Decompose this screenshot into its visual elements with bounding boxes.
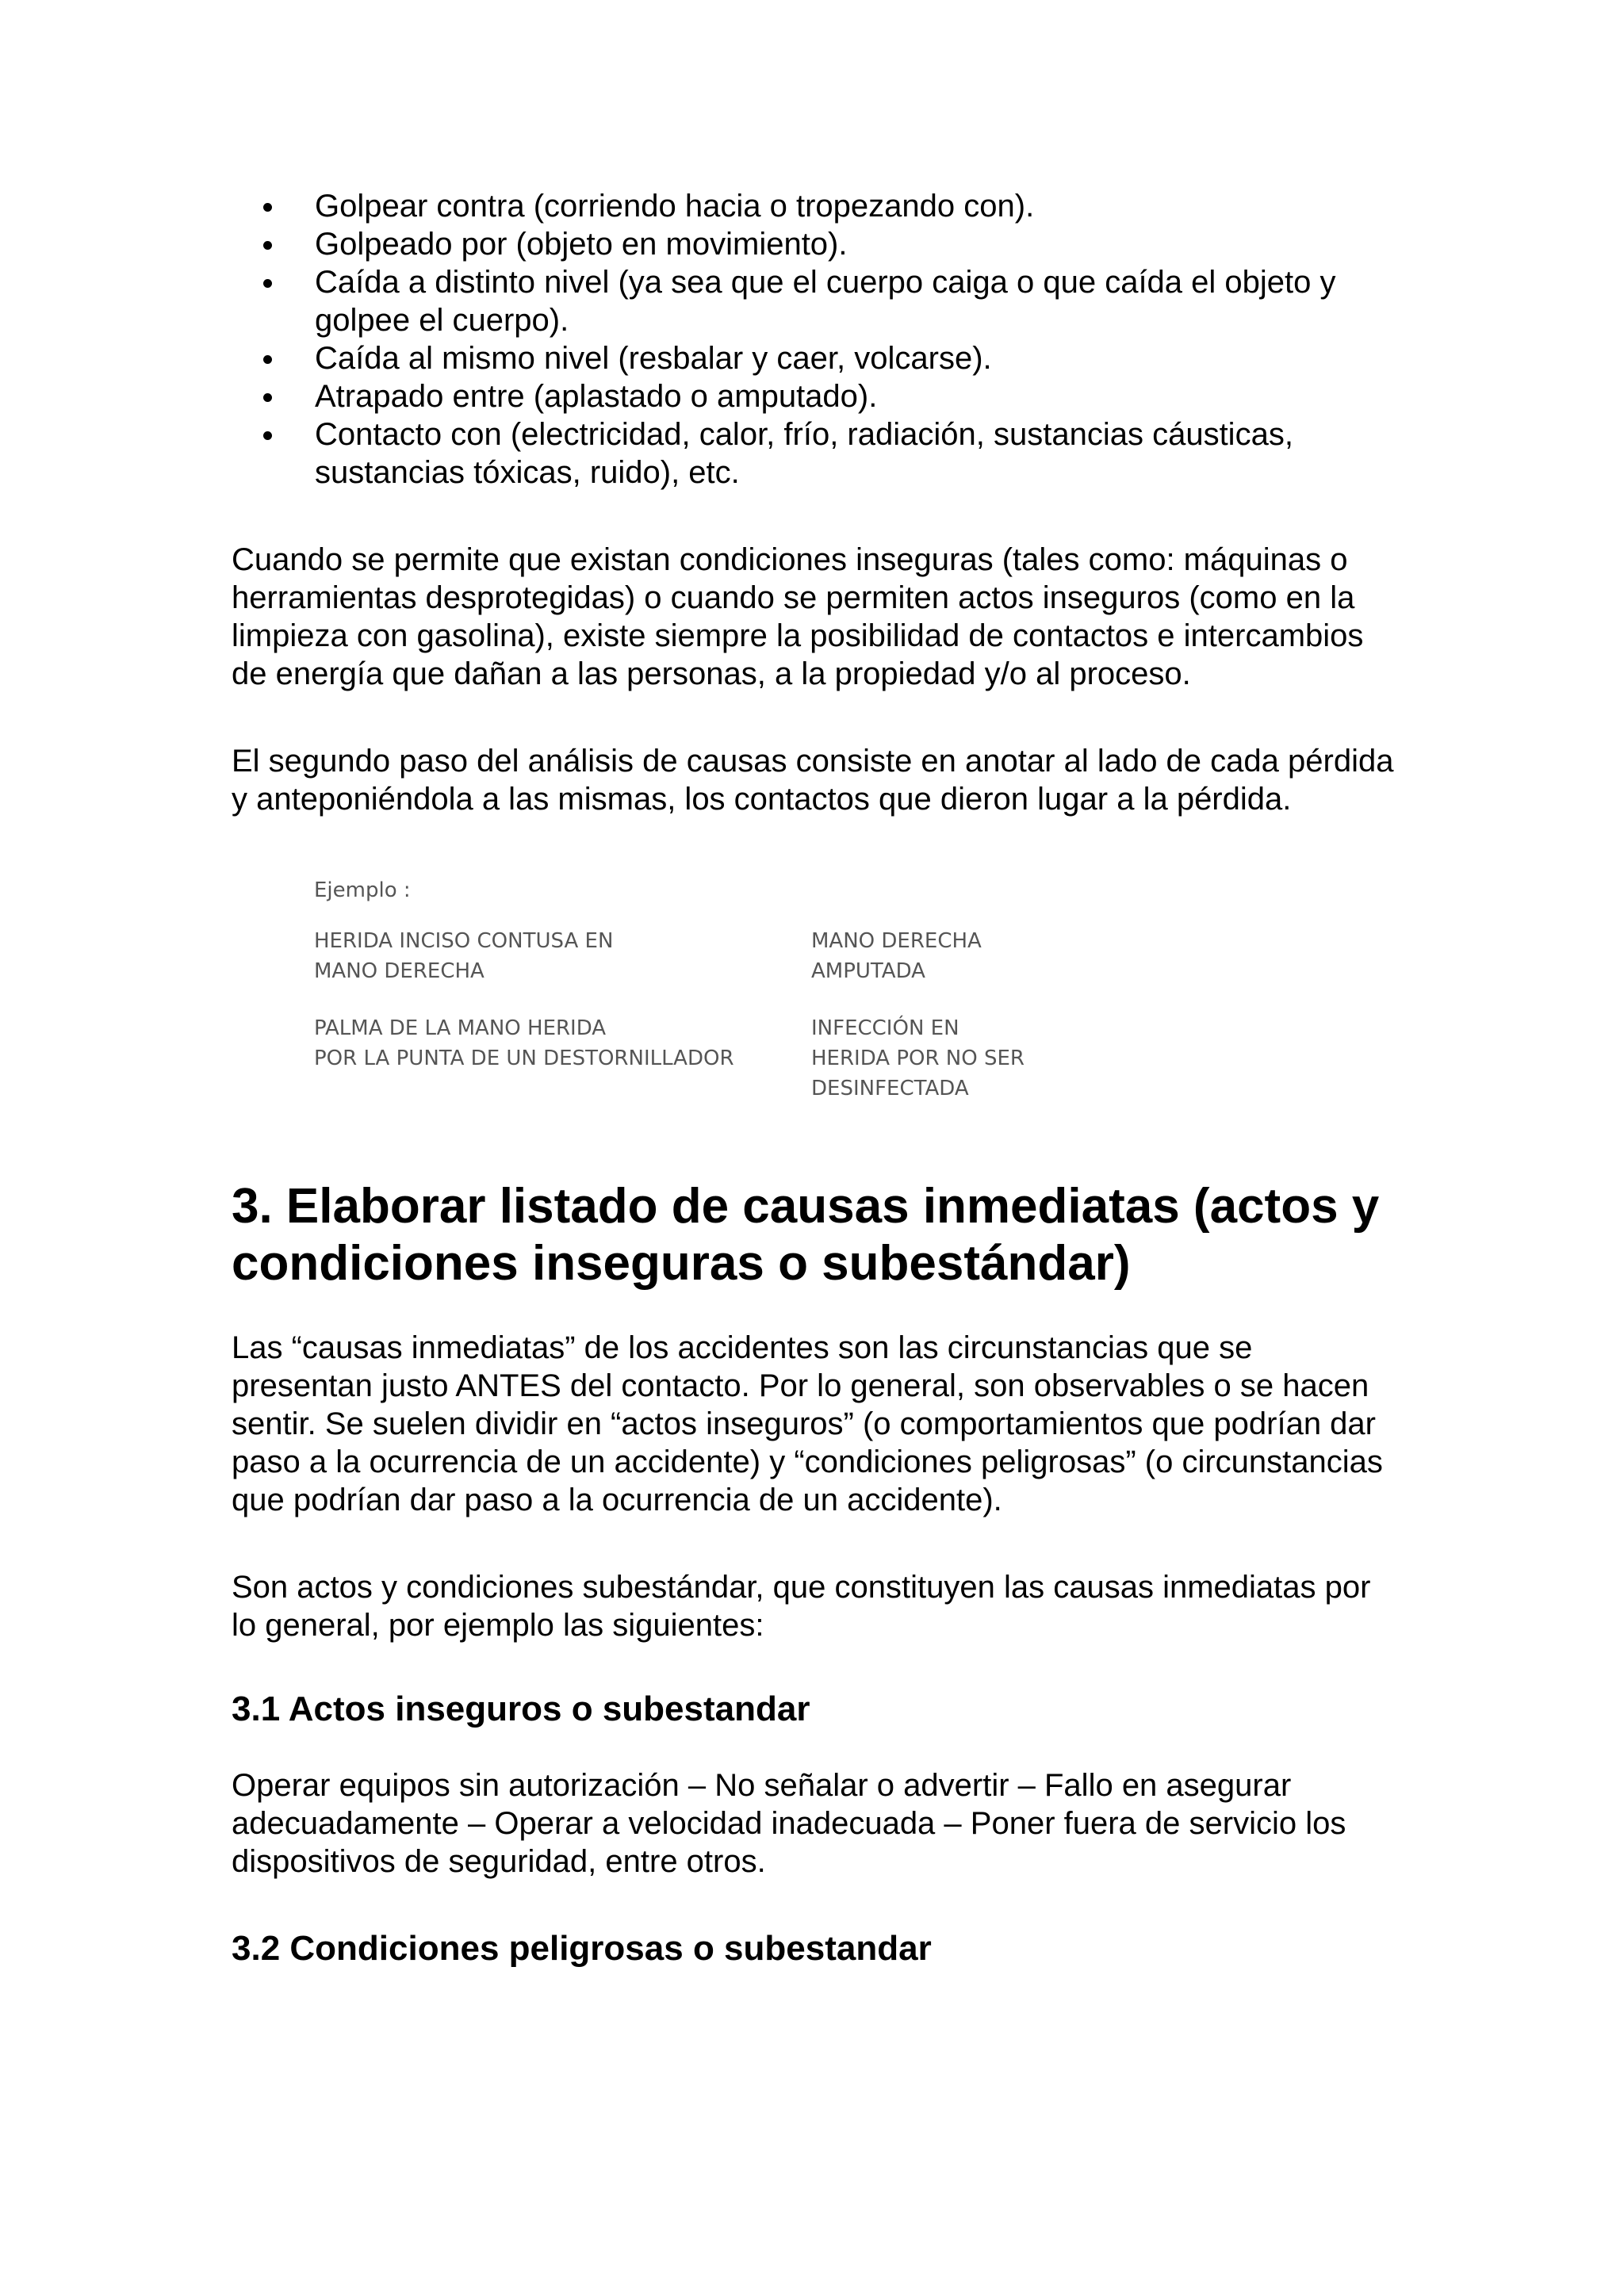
list-item xyxy=(232,263,1397,339)
list-item-text: Golpear contra (corriendo hacia o tropezando con). xyxy=(315,189,1035,224)
bullet-icon xyxy=(263,431,272,440)
list-item xyxy=(232,377,1397,415)
paragraph-immediate-causes: Las “causas inmediatas” de los accidentes son las circunstancias que se presentan justo ANTES del contacto. Por lo general, son observables o se hacen sentir. Se suelen dividir en “actos inseguros” (o comportamientos que podrían dar paso a la ocurrencia de un accidente) y “condiciones peligrosas” (o circunstancias que podrían dar paso a la ocurrencia de un accidente). xyxy=(232,1330,1383,1517)
example-item: INFECCIÓN EN HERIDA POR NO SER DESINFECTADA xyxy=(811,1016,1025,1100)
bullet-icon xyxy=(263,241,272,250)
list-item xyxy=(232,187,1397,225)
example-figure xyxy=(314,875,1107,1137)
list-item-text: Contacto con (electricidad, calor, frío, radiación, sustancias cáusticas, sustancias tóxicas, ruido), etc. xyxy=(315,417,1293,490)
document-page xyxy=(232,187,1397,1969)
list-item xyxy=(232,339,1397,377)
bullet-icon xyxy=(263,355,272,364)
example-item: PALMA DE LA MANO HERIDA POR LA PUNTA DE UN DESTORNILLADOR xyxy=(314,1016,734,1070)
paragraph-second-step: El segundo paso del análisis de causas consiste en anotar al lado de cada pérdida y anteponiéndola a las mismas, los contactos que dieron lugar a la pérdida. xyxy=(232,744,1394,817)
section-heading-3-1: 3.1 Actos inseguros o subestandar xyxy=(232,1689,810,1728)
section-heading-3-2: 3.2 Condiciones peligrosas o subestandar xyxy=(232,1929,932,1968)
paragraph-substandard-acts: Son actos y condiciones subestándar, que constituyen las causas inmediatas por lo general, por ejemplo las siguientes: xyxy=(232,1570,1371,1643)
section-heading-3: 3. Elaborar listado de causas inmediatas (actos y condiciones inseguras o subestándar) xyxy=(232,1179,1380,1291)
bullet-icon xyxy=(263,393,272,402)
paragraph-unsafe-acts: Operar equipos sin autorización – No señalar o advertir – Fallo en asegurar adecuadamente – Operar a velocidad inadecuada – Poner fuera de servicio los dispositivos de seguridad, entre otros. xyxy=(232,1768,1346,1879)
example-item: MANO DERECHA AMPUTADA xyxy=(811,929,982,983)
example-title: Ejemplo : xyxy=(314,878,411,902)
paragraph-unsafe-conditions: Cuando se permite que existan condiciones inseguras (tales como: máquinas o herramientas desprotegidas) o cuando se permiten actos inseguros (como en la limpieza con gasolina), existe siempre la posibilidad de contactos e intercambios de energía que dañan a las personas, a la propiedad y/o al proceso. xyxy=(232,542,1364,691)
example-item: HERIDA INCISO CONTUSA EN MANO DERECHA xyxy=(314,929,614,983)
list-item-text: Caída al mismo nivel (resbalar y caer, volcarse). xyxy=(315,341,992,376)
list-item-text: Caída a distinto nivel (ya sea que el cuerpo caiga o que caída el objeto y golpee el cuerpo). xyxy=(315,265,1336,338)
list-item-text: Golpeado por (objeto en movimiento). xyxy=(315,227,848,262)
list-item-text: Atrapado entre (aplastado o amputado). xyxy=(315,379,878,414)
list-item xyxy=(232,415,1397,492)
contact-types-list xyxy=(232,187,1397,492)
bullet-icon xyxy=(263,279,272,288)
list-item xyxy=(232,225,1397,263)
bullet-icon xyxy=(263,203,272,212)
